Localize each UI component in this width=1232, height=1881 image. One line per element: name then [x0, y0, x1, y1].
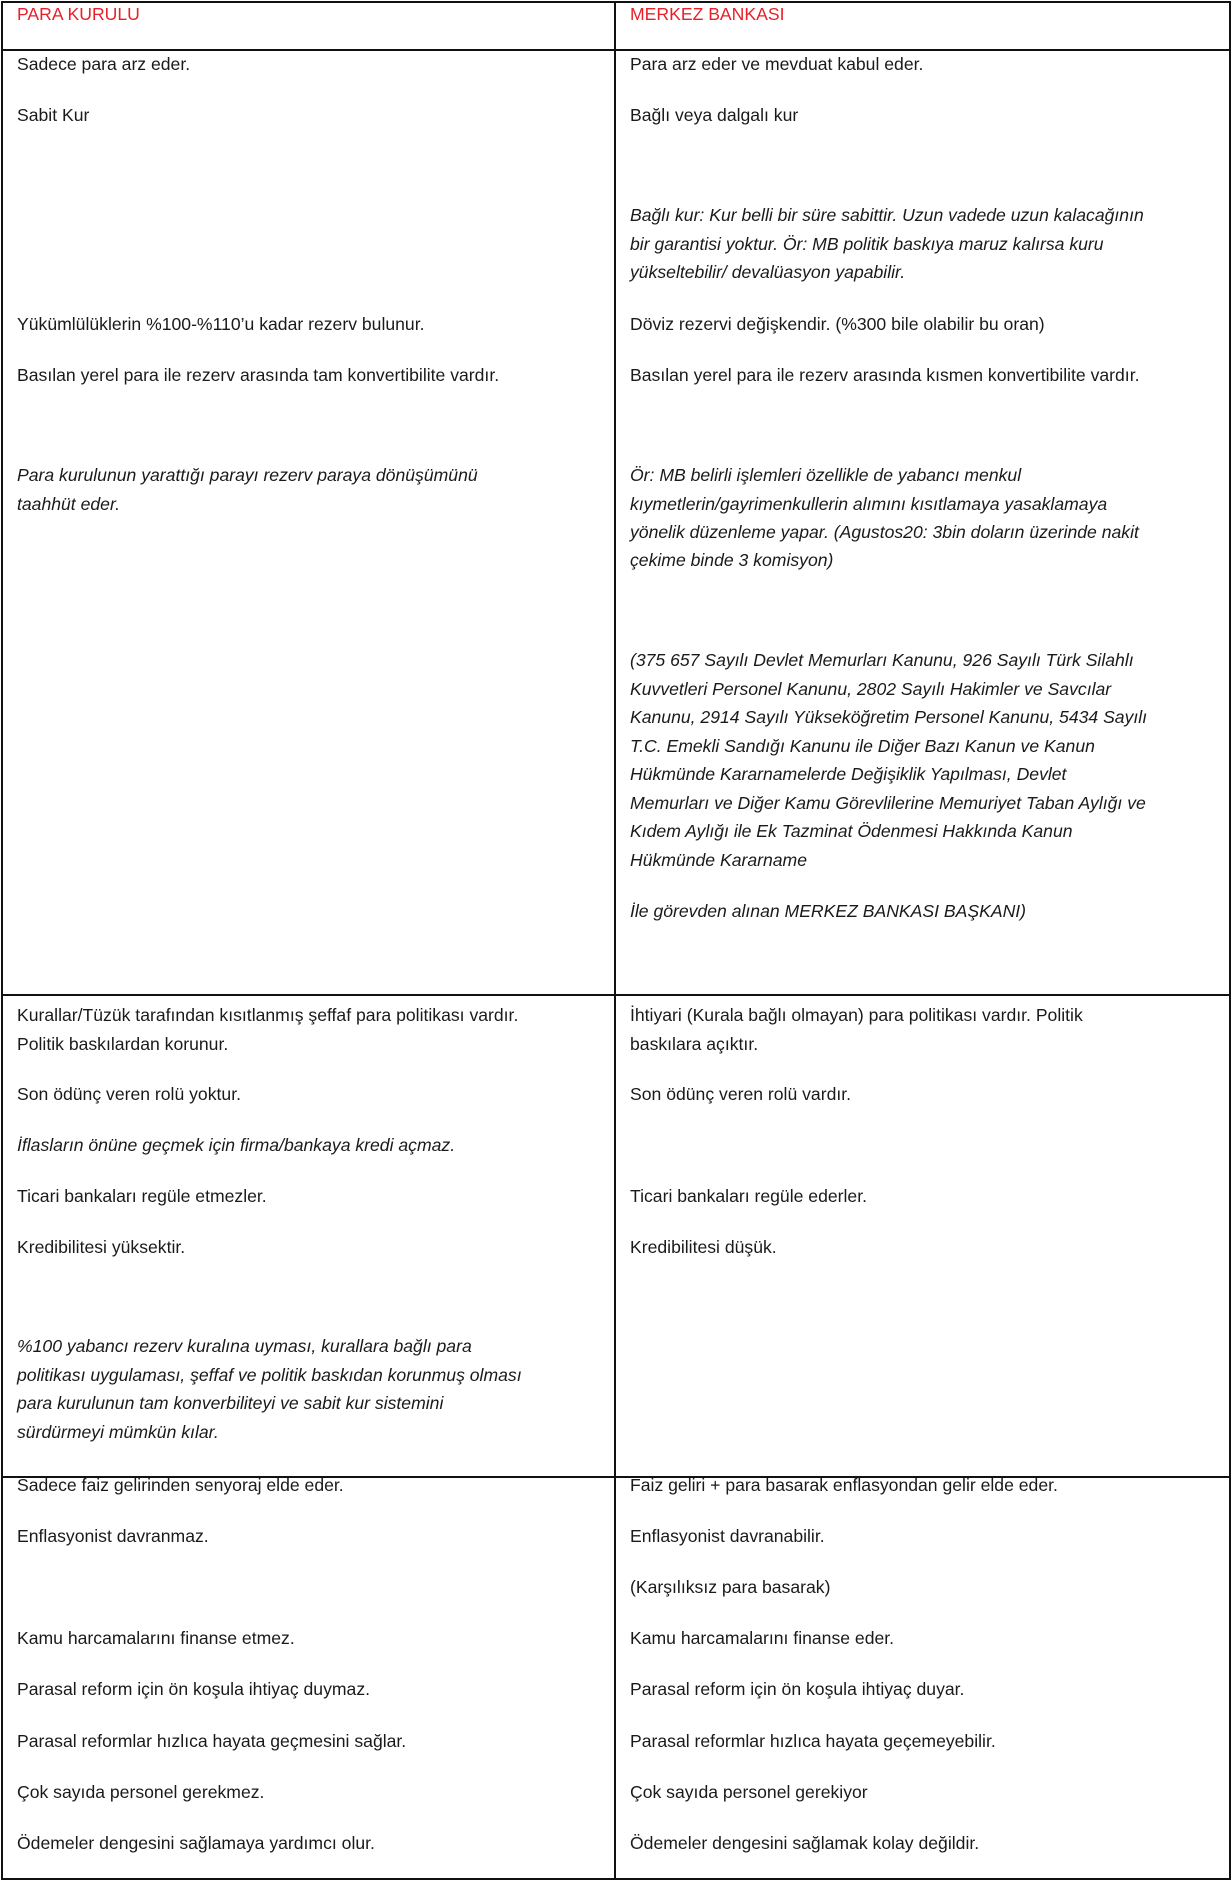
- right-pegged-note-1: Bağlı kur: Kur belli bir süre sabittir. Uzun vadede uzun kalacağının: [630, 205, 1144, 225]
- right-capital-control-2: kıymetlerin/gayrimenkullerin alımını kısıtlamaya yasaklamaya: [630, 494, 1108, 514]
- header-merkez-bankasi: MERKEZ BANKASI: [630, 4, 785, 24]
- header-para-kurulu: PARA KURULU: [17, 4, 140, 24]
- right-capital-control-1: Ör: MB belirli işlemleri özellikle de yabancı menkul: [630, 465, 1022, 485]
- right-discretionary-policy-1: İhtiyari (Kurala bağlı olmayan) para politikası vardır. Politik: [630, 1005, 1083, 1025]
- right-capital-control-3: yönelik düzenleme yapar. (Agustos20: 3bin doların üzerinde nakit: [630, 522, 1139, 542]
- left-not-inflationary: Enflasyonist davranmaz.: [17, 1526, 209, 1546]
- right-inflationary: Enflasyonist davranabilir.: [630, 1526, 825, 1546]
- left-fixed-rate: Sabit Kur: [17, 105, 90, 125]
- left-no-credit-note: İflasların önüne geçmek için firma/bankaya kredi açmaz.: [17, 1135, 456, 1155]
- right-law-note-1: (375 657 Sayılı Devlet Memurları Kanunu, 926 Sayılı Türk Silahlı: [630, 650, 1134, 670]
- table-border-left: [1, 1, 3, 1880]
- right-law-note-2: Kuvvetleri Personel Kanunu, 2802 Sayılı Hakimler ve Savcılar: [630, 679, 1112, 699]
- right-law-note-9: İle görevden alınan MERKEZ BANKASI BAŞKANI): [630, 901, 1027, 921]
- right-law-note-7: Kıdem Aylığı ile Ek Tazminat Ödenmesi Hakkında Kanun: [630, 821, 1073, 841]
- table-border-right: [1229, 1, 1231, 1880]
- right-discretionary-policy-2: baskılara açıktır.: [630, 1034, 759, 1054]
- row-divider: [1, 994, 1231, 996]
- left-summary-3: para kurulunun tam konverbiliteyi ve sabit kur sistemini: [17, 1393, 444, 1413]
- left-high-credibility: Kredibilitesi yüksektir.: [17, 1237, 186, 1257]
- left-full-convertibility: Basılan yerel para ile rezerv arasında tam konvertibilite vardır.: [17, 365, 500, 385]
- right-many-staff: Çok sayıda personel gerekiyor: [630, 1782, 868, 1802]
- right-law-note-6: Memurları ve Diğer Kamu Görevlilerine Memuriyet Taban Aylığı ve: [630, 793, 1146, 813]
- right-variable-reserve: Döviz rezervi değişkendir. (%300 bile olabilir bu oran): [630, 314, 1045, 334]
- table-border-bottom: [1, 1878, 1231, 1880]
- right-unbacked-money: (Karşılıksız para basarak): [630, 1577, 831, 1597]
- right-seigniorage: Faiz geliri + para basarak enflasyondan gelir elde eder.: [630, 1475, 1058, 1495]
- right-pegged-note-3: yükseltebilir/ devalüasyon yapabilir.: [630, 262, 906, 282]
- left-no-lender-of-last-resort: Son ödünç veren rolü yoktur.: [17, 1084, 241, 1104]
- right-public-finance: Kamu harcamalarını finanse eder.: [630, 1628, 895, 1648]
- right-law-note-5: Hükmünde Kararnamelerde Değişiklik Yapılması, Devlet: [630, 764, 1067, 784]
- left-summary-4: sürdürmeyi mümkün kılar.: [17, 1422, 219, 1442]
- left-money-supply: Sadece para arz eder.: [17, 54, 191, 74]
- table-border-top: [1, 1, 1231, 3]
- left-summary-1: %100 yabancı rezerv kuralına uyması, kurallara bağlı para: [17, 1336, 472, 1356]
- right-low-credibility: Kredibilitesi düşük.: [630, 1237, 777, 1257]
- right-pegged-note-2: bir garantisi yoktur. Ör: MB politik baskıya maruz kalırsa kuru: [630, 234, 1104, 254]
- left-no-reform-precondition: Parasal reform için ön koşula ihtiyaç duymaz.: [17, 1679, 371, 1699]
- right-partial-convertibility: Basılan yerel para ile rezerv arasında kısmen konvertibilite vardır.: [630, 365, 1140, 385]
- left-reserve-ratio: Yükümlülüklerin %100-%110’u kadar rezerv bulunur.: [17, 314, 425, 334]
- left-summary-2: politikası uygulaması, şeffaf ve politik baskıdan korunmuş olması: [17, 1365, 522, 1385]
- right-law-note-3: Kanunu, 2914 Sayılı Yükseköğretim Personel Kanunu, 5434 Sayılı: [630, 707, 1148, 727]
- right-pegged-or-floating: Bağlı veya dalgalı kur: [630, 105, 799, 125]
- left-fast-reforms: Parasal reformlar hızlıca hayata geçmesini sağlar.: [17, 1731, 407, 1751]
- column-divider: [614, 1, 616, 1880]
- right-capital-control-4: çekime binde 3 komisyon): [630, 550, 834, 570]
- left-conversion-commitment-2: taahhüt eder.: [17, 494, 121, 514]
- left-seigniorage: Sadece faiz gelirinden senyoraj elde eder.: [17, 1475, 344, 1495]
- right-reform-precondition: Parasal reform için ön koşula ihtiyaç duyar.: [630, 1679, 965, 1699]
- right-money-supply: Para arz eder ve mevduat kabul eder.: [630, 54, 924, 74]
- right-slow-reforms: Parasal reformlar hızlıca hayata geçemeyebilir.: [630, 1731, 996, 1751]
- right-lender-of-last-resort: Son ödünç veren rolü vardır.: [630, 1084, 852, 1104]
- left-conversion-commitment-1: Para kurulunun yarattığı parayı rezerv paraya dönüşümünü: [17, 465, 478, 485]
- left-no-bank-regulation: Ticari bankaları regüle etmezler.: [17, 1186, 267, 1206]
- right-balance-of-payments: Ödemeler dengesini sağlamak kolay değildir.: [630, 1833, 980, 1853]
- right-law-note-8: Hükmünde Kararname: [630, 850, 808, 870]
- left-balance-of-payments: Ödemeler dengesini sağlamaya yardımcı olur.: [17, 1833, 375, 1853]
- right-law-note-4: T.C. Emekli Sandığı Kanunu ile Diğer Bazı Kanun ve Kanun: [630, 736, 1095, 756]
- left-few-staff: Çok sayıda personel gerekmez.: [17, 1782, 265, 1802]
- left-no-public-finance: Kamu harcamalarını finanse etmez.: [17, 1628, 295, 1648]
- left-rule-based-policy-2: Politik baskılardan korunur.: [17, 1034, 229, 1054]
- left-rule-based-policy-1: Kurallar/Tüzük tarafından kısıtlanmış şeffaf para politikası vardır.: [17, 1005, 519, 1025]
- right-bank-regulation: Ticari bankaları regüle ederler.: [630, 1186, 867, 1206]
